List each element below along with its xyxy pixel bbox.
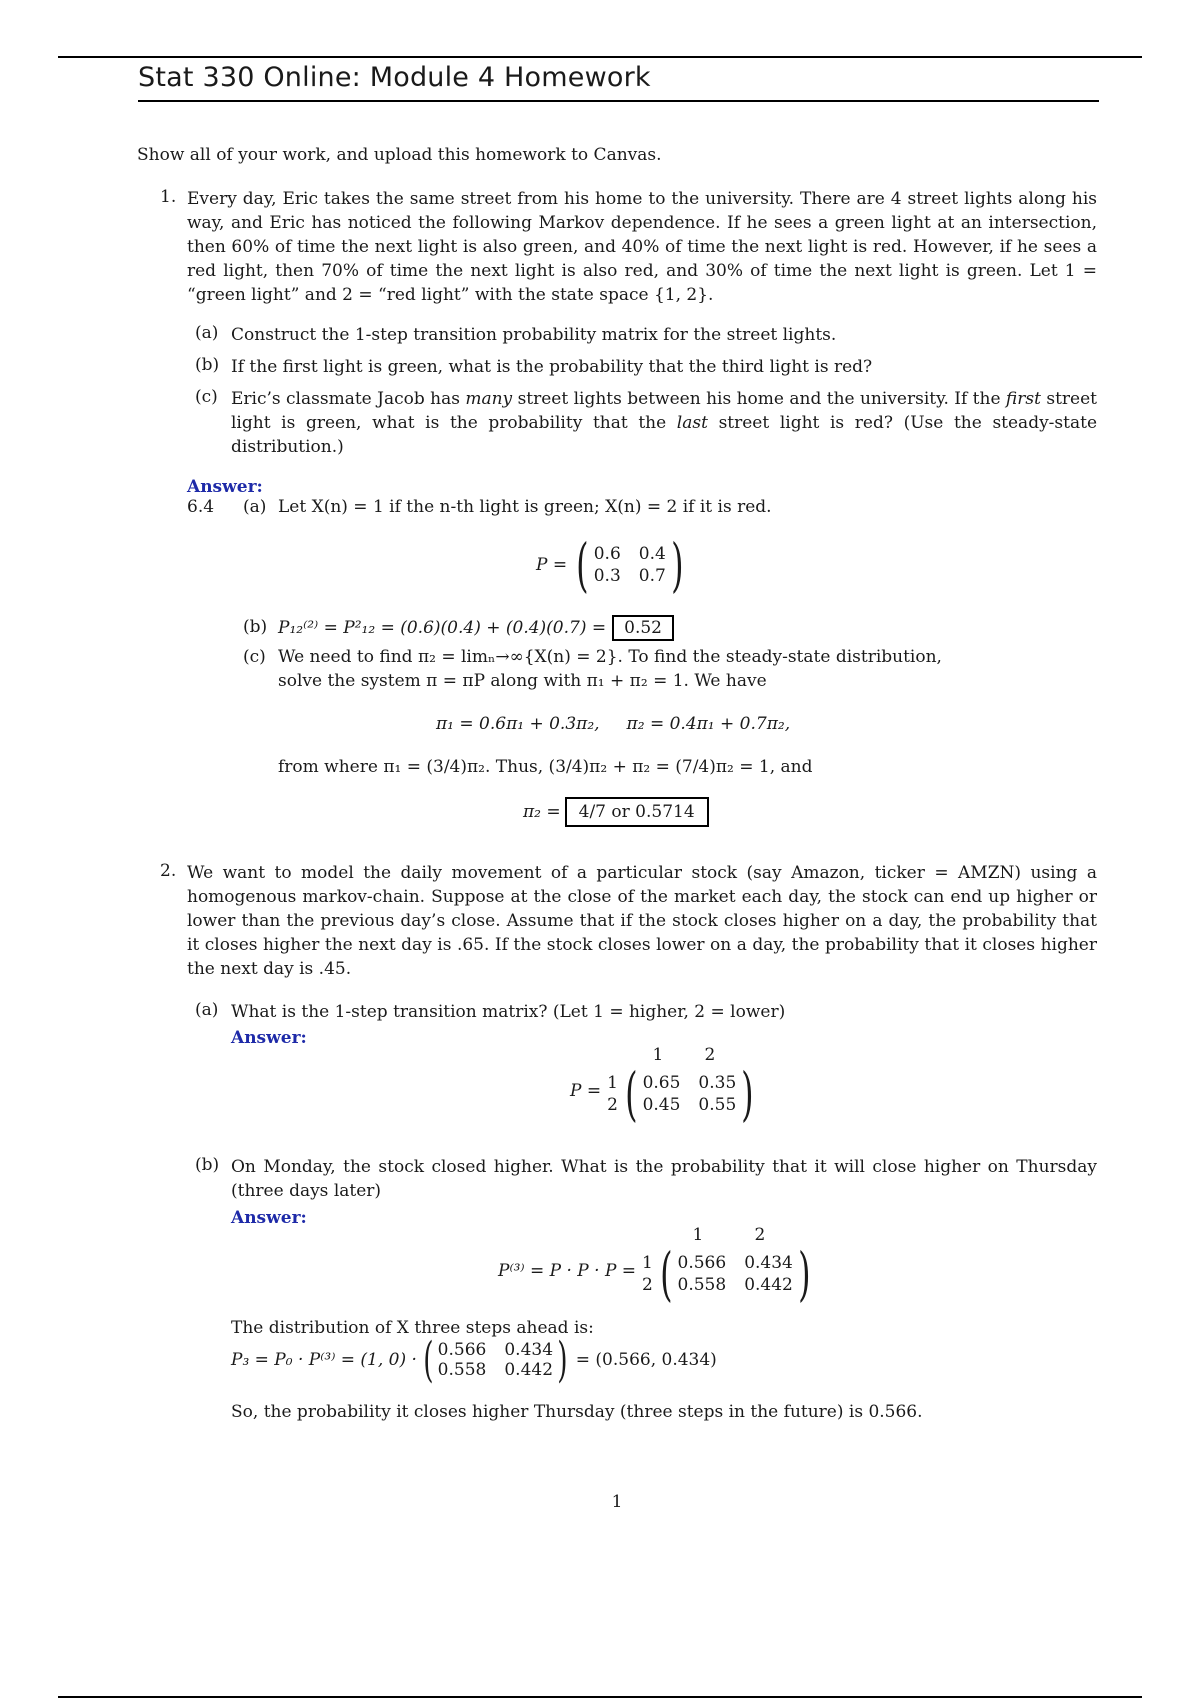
q2-b-row-label: 1 [642,1253,653,1273]
q1-matrix-lhs: P = [536,555,568,575]
q1-part-a-text: Construct the 1-step transition probability matrix for the street lights. [231,325,837,345]
q2-matrix-b-equation [498,1225,816,1308]
q1-matrix-cell: 0.4 [638,544,666,564]
top-rule [58,56,1142,58]
q2-part-a-label: (a) [195,1000,219,1020]
q1-sol-c-line2: solve the system π = πP along with π₁ + π₂ = 1. We have [278,671,767,691]
q2-part-b-label: (b) [195,1155,220,1175]
q1-sol-b-result: 0.52 [612,615,674,641]
q1-text: Every day, Eric takes the same street from his home to the university. There are 4 street lights along his way, and Eric has noticed the following Markov dependence. If he sees a green light at an intersection, then 60% of time the next light is also green, and 40% of time the next light is red. However, if he sees a red light, then 70% of time the next light is also red, and 30% of time the next light is green. Let 1 = “green light” and 2 = “red light” with the state space {1, 2}. [187,189,1097,305]
q2-matrix-a-cell: 0.35 [698,1073,737,1093]
q2-dist-matrix-cell: 0.558 [437,1360,487,1380]
q1-part-c-label: (c) [195,387,218,407]
q2-matrix-a-cell: 0.65 [642,1073,681,1093]
q2-dist-lhs: P₃ = P₀ · P⁽³⁾ = (1, 0) · [231,1350,417,1370]
q2-a-col-label: 1 [652,1045,664,1065]
title-rule [138,100,1099,102]
q2-matrix-b-lhs: P⁽³⁾ = P · P · P = [498,1261,637,1281]
q2-matrix-a-cell: 0.55 [698,1095,737,1115]
q1-number: 1. [160,187,177,207]
q1-sol-c-equation: π₁ = 0.6π₁ + 0.3π₂, π₂ = 0.4π₁ + 0.7π₂, [436,714,791,734]
q2-a-row-label: 1 [607,1073,618,1093]
q2-part-b-text: On Monday, the stock closed higher. What is the probability that it will close higher on Thursday (three days later) [231,1157,1097,1201]
q1-sol-a-text: Let X(n) = 1 if the n-th light is green; X(n) = 2 if it is red. [278,497,772,517]
q1-sol-c-line1: We need to find π₂ = limₙ→∞{X(n) = 2}. To find the steady-state distribution, [278,647,942,667]
q2-matrix-b-cell: 0.434 [744,1253,793,1273]
q1-sol-c-result: 4/7 or 0.5714 [565,797,709,827]
q2-matrix-a-lhs: P = [570,1081,602,1101]
q2-matrix-b-cell: 0.442 [744,1275,793,1295]
q2-matrix-a: ( 0.65 0.35 0.45 0.55 ) [625,1060,754,1128]
q1-solution-number: 6.4 [187,497,215,517]
q1-matrix: ( 0.6 0.4 0.3 0.7 ) [576,531,684,599]
q2-b-col-label: 2 [754,1225,766,1245]
q2-a-row-label: 2 [607,1095,618,1115]
q1-matrix-cell: 0.3 [593,566,621,586]
q1-sol-b [278,615,674,641]
q2-text: We want to model the daily movement of a particular stock (say Amazon, ticker = AMZN) using a homogenous markov-chain. Suppose at the close of the market each day, the stock can end up higher or lower than the previous day’s close. Assume that if the stock closes higher on a day, the probability that it closes higher the next day is .65. If the stock closes lower on a day, the probability that it closes higher the next day is .45. [187,863,1097,979]
q2-part-b-answer-label: Answer: [231,1208,307,1228]
q2-dist-matrix: ( 0.566 0.434 0.558 0.442 ) [423,1332,568,1388]
q1-sol-a-label: (a) [243,497,267,517]
q2-b-row-label: 2 [642,1275,653,1295]
q2-matrix-b-cell: 0.566 [677,1253,727,1273]
q1-sol-c-line3: from where π₁ = (3/4)π₂. Thus, (3/4)π₂ + π₂ = (7/4)π₂ = 1, and [278,757,813,777]
q2-a-col-label: 2 [704,1045,716,1065]
q2-dist-matrix-cell: 0.442 [504,1360,554,1380]
bottom-rule [58,1696,1142,1698]
q2-b-col-label: 1 [692,1225,704,1245]
q1-part-c-text: Eric’s classmate Jacob has many street lights between his home and the university. If the first street light is green, what is the probability that the last street light is red? (Use the steady-state distribution.) [231,389,1098,457]
q1-part-a-label: (a) [195,323,219,343]
q2-part-a-answer-label: Answer: [231,1028,307,1048]
q1-part-b-label: (b) [195,355,220,375]
intro-text: Show all of your work, and upload this homework to Canvas. [137,145,662,165]
q1-sol-b-label: (b) [243,617,268,637]
q2-dist-rhs: = (0.566, 0.434) [575,1350,717,1370]
page-number: 1 [611,1492,623,1512]
q2-matrix-b: ( 0.566 0.434 0.558 0.442 ) [659,1240,811,1308]
q2-matrix-a-equation [570,1045,759,1128]
q2-matrix-b-cell: 0.558 [677,1275,727,1295]
q2-conclusion: So, the probability it closes higher Thursday (three steps in the future) is 0.566. [231,1402,923,1422]
page-title: Stat 330 Online: Module 4 Homework [138,62,651,93]
q2-number: 2. [160,861,177,881]
q2-matrix-a-cell: 0.45 [642,1095,681,1115]
q1-matrix-cell: 0.7 [638,566,666,586]
q1-matrix-cell: 0.6 [593,544,621,564]
q1-sol-b-expr: P₁₂⁽²⁾ = P²₁₂ = (0.6)(0.4) + (0.4)(0.7) = [278,618,607,638]
q1-answer-label: Answer: [187,477,263,497]
q2-dist-intro: The distribution of X three steps ahead is: [231,1318,594,1338]
q2-part-a-text: What is the 1-step transition matrix? (Let 1 = higher, 2 = lower) [231,1002,786,1022]
q1-sol-c-label: (c) [243,647,266,667]
q2-dist-matrix-cell: 0.566 [437,1340,487,1360]
q1-sol-c-final [523,797,709,827]
q1-part-b-text: If the first light is green, what is the probability that the third light is red? [231,357,873,377]
q1-sol-c-lhs: π₂ = [523,802,561,822]
q1-matrix-equation [536,531,688,599]
q2-dist-matrix-cell: 0.434 [504,1340,554,1360]
q2-dist-equation [231,1332,717,1388]
